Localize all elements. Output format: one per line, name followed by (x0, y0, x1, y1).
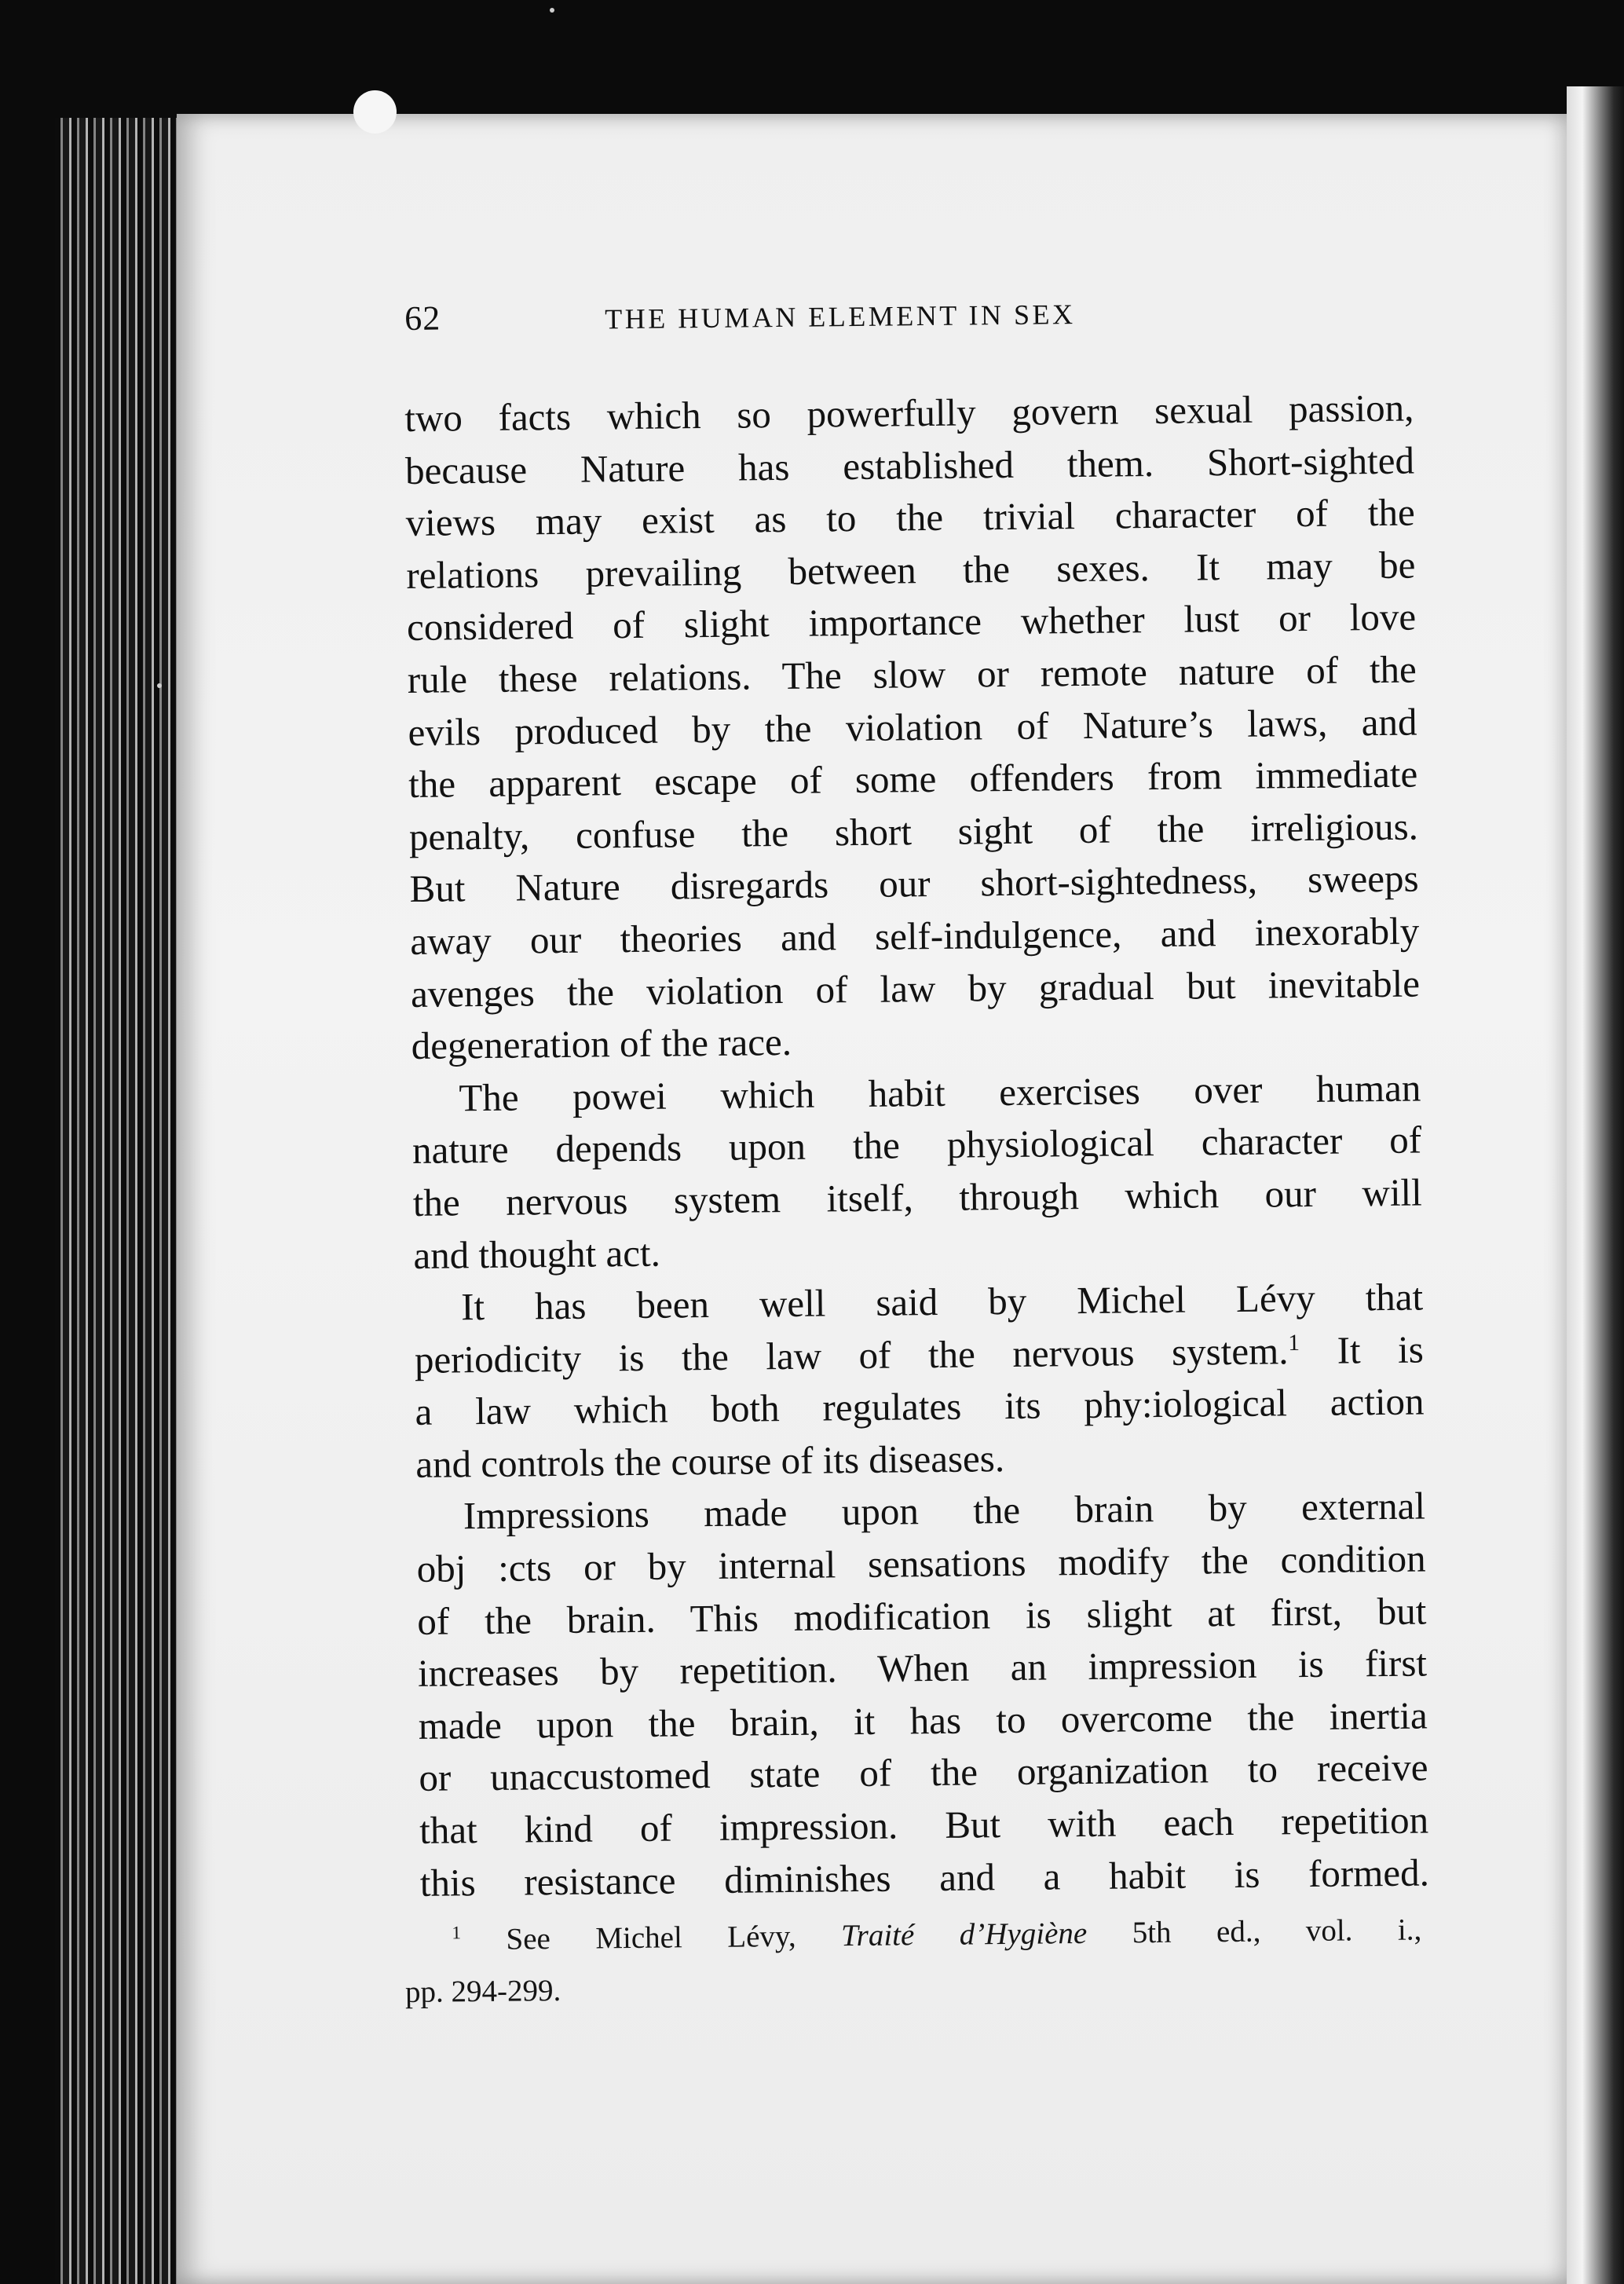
footnote-title: Traité d’Hygiène (840, 1916, 1088, 1953)
text-line: rule these relations. The slow or remote nature of the (407, 647, 1417, 701)
running-title: THE HUMAN ELEMENT IN SEX (605, 298, 1076, 335)
text-line: the apparent escape of some offenders from immediate (408, 752, 1418, 807)
text-line: and thought act. (413, 1231, 661, 1277)
footnote-text: See Michel Lévy, (460, 1919, 842, 1957)
scan-dust (550, 8, 554, 13)
page-number: 62 (404, 298, 441, 338)
footnote-text: 5th ed., vol. i., (1086, 1912, 1422, 1950)
text-line: avenges the violation of law by gradual but inevitable (410, 961, 1421, 1016)
text-line: evils produced by the violation of Nature’s laws, and (408, 700, 1417, 754)
text-line: because Nature has established them. Short-sighted (404, 438, 1415, 492)
text-line: penalty, confuse the short sight of the irreligious. (408, 804, 1419, 858)
text-segment: It is (1299, 1327, 1425, 1372)
text-line: views may exist as to the trivial character of the (405, 490, 1415, 545)
text-line: The powei which habit exercises over human (459, 1066, 1421, 1120)
text-line: It has been well said by Michel Lévy that (460, 1275, 1424, 1329)
text-line: of the brain. This modification is slight at first, but (417, 1589, 1427, 1643)
text-line: degeneration of the race. (411, 1020, 792, 1068)
text-line: Impressions made upon the brain by external (463, 1484, 1426, 1538)
scan-artifact (353, 90, 397, 134)
footnote-reference[interactable]: 1 (1288, 1330, 1300, 1356)
body-text (404, 382, 1429, 1910)
book-right-edge (1567, 86, 1624, 2284)
text-line: this resistance diminishes and a habit is formed. (419, 1850, 1430, 1905)
footnote (404, 1904, 1422, 2019)
text-line: or unaccustomed state of the organization to receive (419, 1745, 1428, 1800)
page-header (404, 290, 1206, 353)
text-line: that kind of impression. But with each repetition (419, 1798, 1429, 1852)
book-page-edges (55, 118, 181, 2284)
text-line: two facts which so powerfully govern sexual passion, (404, 386, 1414, 440)
text-line: away our theories and self-indulgence, and inexorably (410, 909, 1420, 963)
text-line: increases by repetition. When an impression is first (417, 1641, 1428, 1696)
footnote-marker: 1 (452, 1923, 462, 1944)
text-line: the nervous system itself, through which our will (412, 1170, 1423, 1224)
text-line: considered of slight importance whether lust or love (406, 595, 1417, 650)
text-line: nature depends upon the physiological character of (411, 1118, 1422, 1173)
text-line: relations prevailing between the sexes. It may be (406, 543, 1416, 597)
text-segment: periodicity is the law of the nervous system. (414, 1328, 1289, 1382)
text-line: a law which both regulates its phy:iological action (415, 1379, 1425, 1434)
text-line: But Nature disregards our short-sightedness, sweeps (409, 856, 1419, 911)
footnote-line: pp. 294-299. (404, 1973, 561, 2009)
text-line: obj :cts or by internal sensations modify the condition (416, 1536, 1426, 1590)
footnote-line (404, 1904, 1422, 1967)
text-line: made upon the brain, it has to overcome the inertia (418, 1693, 1428, 1748)
text-line: and controls the course of its diseases. (415, 1436, 1005, 1486)
scan-dust (157, 683, 162, 688)
